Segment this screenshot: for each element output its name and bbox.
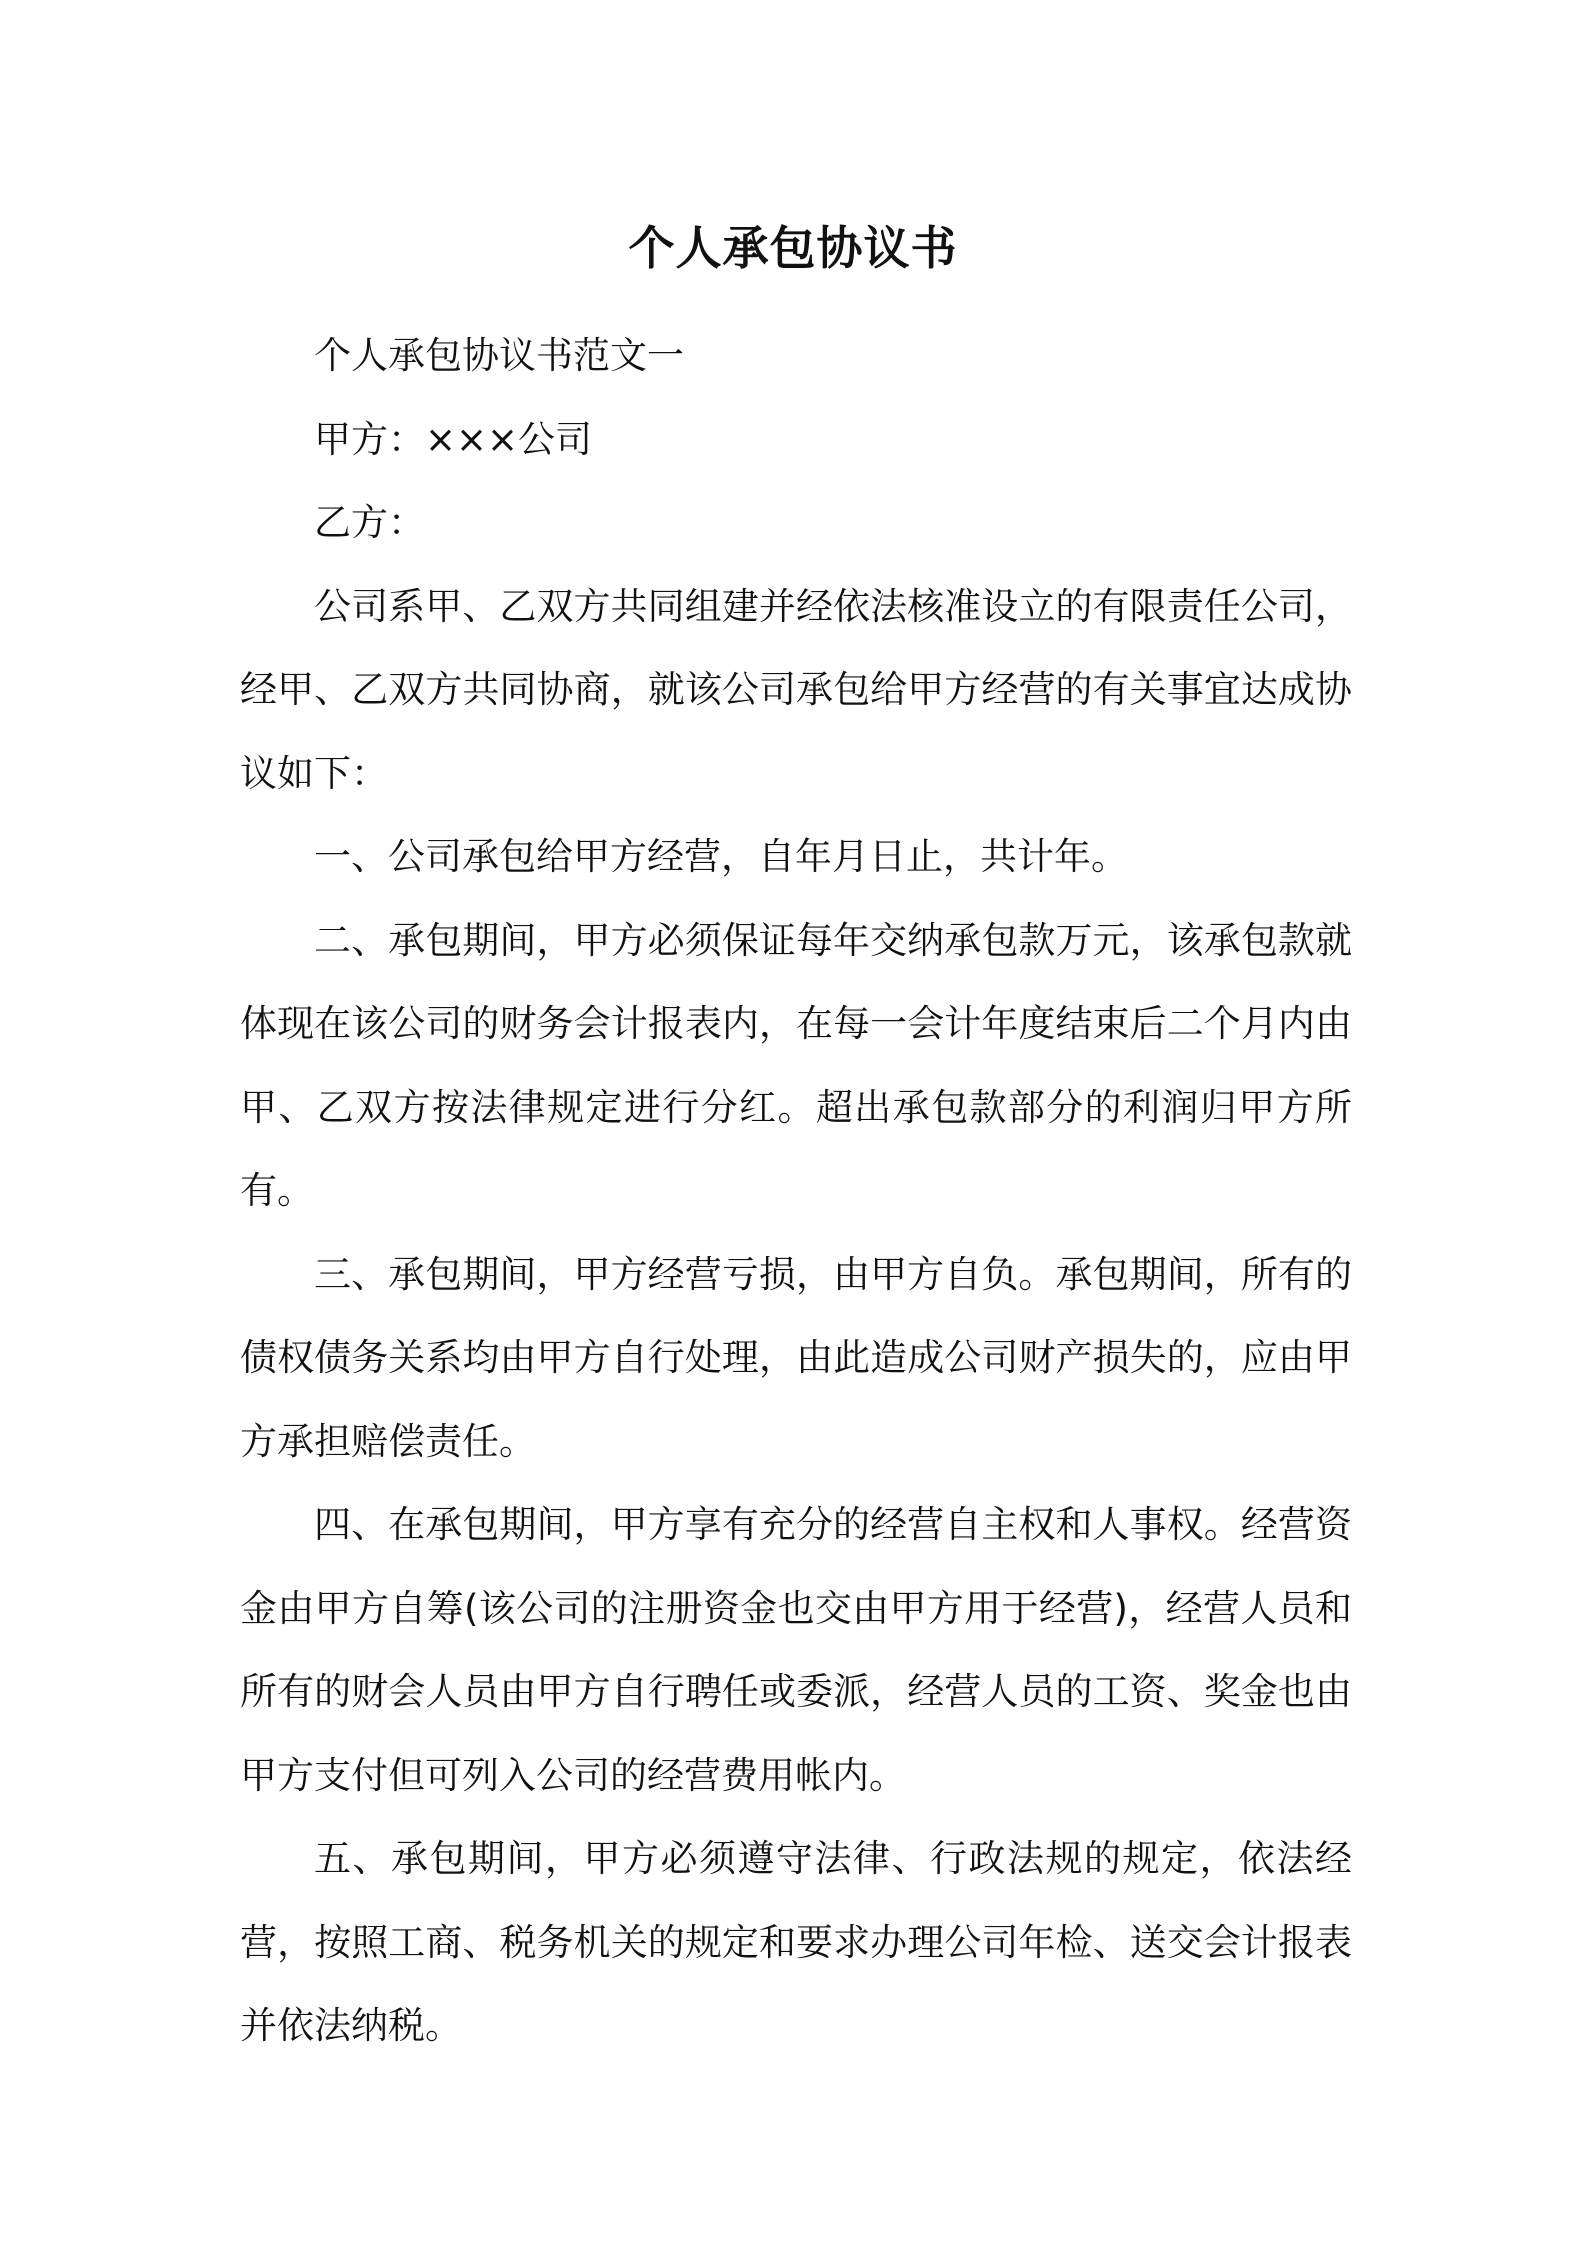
clause-3: 三、承包期间，甲方经营亏损，由甲方自负。承包期间，所有的债权债务关系均由甲方自行处理，由此造成公司财产损失的，应由甲方承担赔偿责任。	[240, 1252, 1352, 1463]
document-body	[240, 314, 1352, 2068]
clause-4: 四、在承包期间，甲方享有充分的经营自主权和人事权。经营资金由甲方自筹(该公司的注册资金也交由甲方用于经营)，经营人员和所有的财会人员由甲方自行聘任或委派，经营人员的工资、奖金也由甲方支付但可列入公司的经营费用帐内。	[240, 1503, 1352, 1797]
clause-1: 一、公司承包给甲方经营，自年月日止，共计年。	[314, 835, 1128, 878]
clause-5: 五、承包期间，甲方必须遵守法律、行政法规的规定，依法经营，按照工商、税务机关的规定和要求办理公司年检、送交会计报表并依法纳税。	[240, 1837, 1352, 2047]
clause-2: 二、承包期间，甲方必须保证每年交纳承包款万元，该承包款就体现在该公司的财务会计报表内，在每一会计年度结束后二个月内由甲、乙双方按法律规定进行分红。超出承包款部分的利润归甲方所有。	[240, 918, 1352, 1212]
party-b-line: 乙方：	[314, 501, 425, 544]
document-title: 个人承包协议书	[628, 221, 958, 275]
preamble-paragraph: 公司系甲、乙双方共同组建并经依法核准设立的有限责任公司，经甲、乙双方共同协商，就该公司承包给甲方经营的有关事宜达成协议如下：	[240, 584, 1352, 795]
document-subtitle: 个人承包协议书范文一	[314, 334, 684, 377]
party-a-line: 甲方：×××公司	[314, 417, 593, 461]
